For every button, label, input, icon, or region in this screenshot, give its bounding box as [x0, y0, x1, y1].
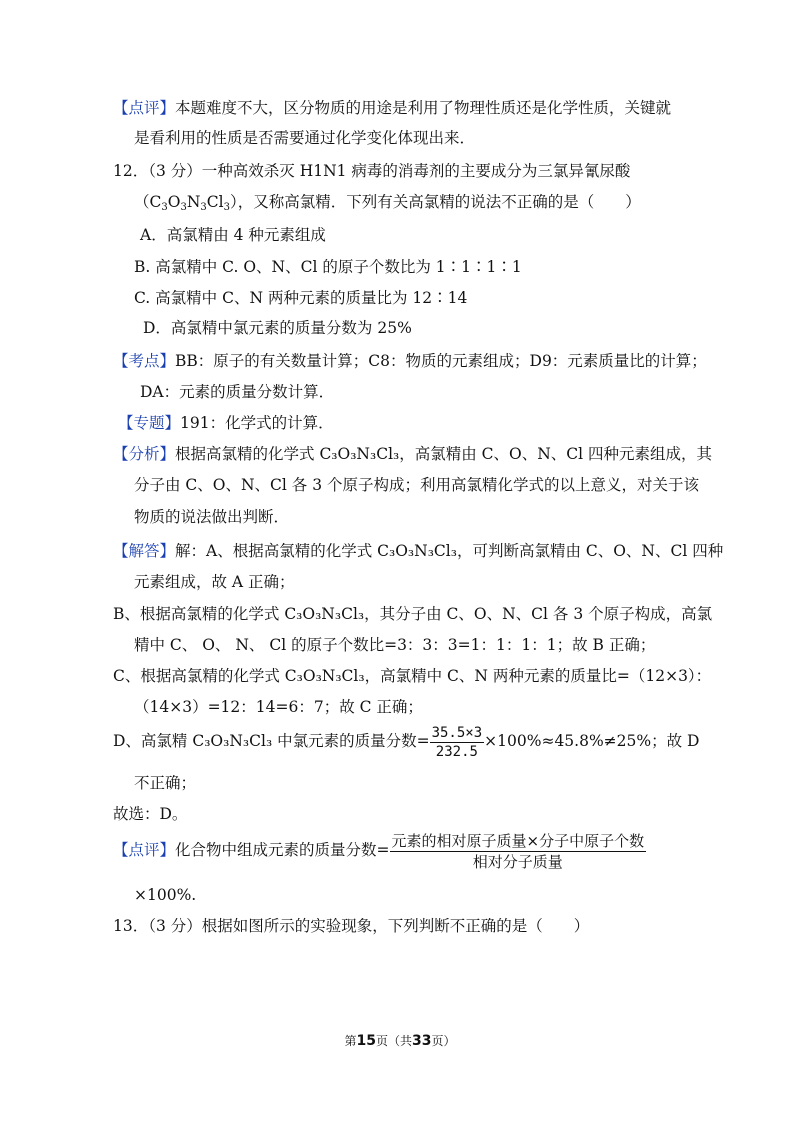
answer-b-line-1: B、根据高氯精的化学式 C₃O₃N₃Cl₃，其分子由 C、O、N、Cl 各 3 个原子构成，高氯	[113, 605, 713, 623]
question-13-stem: 13．（3 分）根据如图所示的实验现象，下列判断不正确的是（ ）	[113, 917, 590, 935]
analysis-line-3: 物质的说法做出判断．	[134, 508, 290, 526]
knowledge-point-line-1: 【考点】BB：原子的有关数量计算；C8：物质的元素组成；D9：元素质量比的计算；	[113, 352, 707, 370]
analysis-line-2: 分子由 C、O、N、Cl 各 3 个原子构成；利用高氯精化学式的以上意义，对关于该	[134, 476, 700, 494]
fraction-chlorine: $\frac{35.5\times 3}{232.5}$	[431, 724, 483, 760]
answer-tag: 【解答】	[113, 542, 176, 560]
question-12-formula-line: $(C_3O_3N_3Cl_3)$，又称高氯精．下列有关高氯精的说法不正确的是（ ）	[134, 193, 641, 213]
topic-tag: 【专题】	[118, 414, 181, 432]
comment-line-2: 是看利用的性质是否需要通过化学变化体现出来．	[134, 129, 476, 147]
analysis-line-1: 【分析】根据高氯精的化学式 C₃O₃N₃Cl₃，高氯精由 C、O、N、Cl 四种元素组成，其	[113, 445, 713, 463]
comment-text: 本题难度不大，区分物质的用途是利用了物理性质还是化学性质，关键就	[175, 99, 672, 117]
option-c: C. 高氯精中 C、N 两种元素的质量比为 12∶14	[134, 289, 468, 307]
answer-c-line-1: C、根据高氯精的化学式 C₃O₃N₃Cl₃，高氯精中 C、N 两种元素的质量比=（12×3）：	[113, 667, 712, 685]
comment-tag: 【点评】	[113, 99, 176, 117]
knowledge-point-line-2: DA：元素的质量分数计算．	[140, 383, 335, 401]
answer-d-line-1: D、高氯精 C₃O₃N₃Cl₃ 中氯元素的质量分数= $\frac{35.5\times 3}{232.5}$ ×100%≈45.8%≠25%；故 D	[113, 724, 700, 760]
total-pages: 33	[412, 1033, 432, 1049]
answer-d-line-2: 不正确；	[134, 774, 197, 792]
option-a: A．高氯精由 4 种元素组成	[140, 226, 326, 244]
knowledge-point-tag: 【考点】	[113, 352, 176, 370]
current-page: 15	[356, 1033, 376, 1049]
fraction-mass-formula: $\frac{\text{元素的相对原子质量×分子中原子个数}}{\text{相对分子质量}}$	[391, 831, 645, 871]
option-b: B. 高氯精中 C. O、N、Cl 的原子个数比为 1∶1∶1∶1	[134, 258, 522, 276]
comment-line-1	[113, 97, 671, 119]
review-line-2: ×100%.	[134, 886, 197, 904]
answer-line-1: 【解答】解：A、根据高氯精的化学式 C₃O₃N₃Cl₃，可判断高氯精由 C、O、N、Cl 四种	[113, 542, 724, 560]
question-12-stem: 12．（3 分）一种高效杀灭 H1N1 病毒的消毒剂的主要成分为三氯异氰尿酸	[113, 162, 631, 180]
page-footer: 第15页（共33页）	[344, 1033, 456, 1049]
option-d: D．高氯精中氯元素的质量分数为 25%	[143, 319, 412, 337]
review-tag: 【点评】	[113, 841, 176, 859]
analysis-tag: 【分析】	[113, 445, 176, 463]
answer-line-2: 元素组成，故 A 正确；	[134, 573, 295, 591]
answer-c-line-2: （14×3）=12：14=6：7；故 C 正确；	[134, 698, 423, 716]
topic-line: 【专题】191：化学式的计算．	[118, 414, 334, 432]
answer-b-line-2: 精中 C、 O、 N、 Cl 的原子个数比=3：3：3=1：1：1：1；故 B 正确；	[134, 636, 656, 654]
review-line-1: 【点评】化合物中组成元素的质量分数= $\frac{\text{元素的相对原子质量×分子中原子个数}}{\text{相对分子质量}}$	[113, 831, 645, 871]
final-choice: 故选：D。	[113, 805, 188, 823]
